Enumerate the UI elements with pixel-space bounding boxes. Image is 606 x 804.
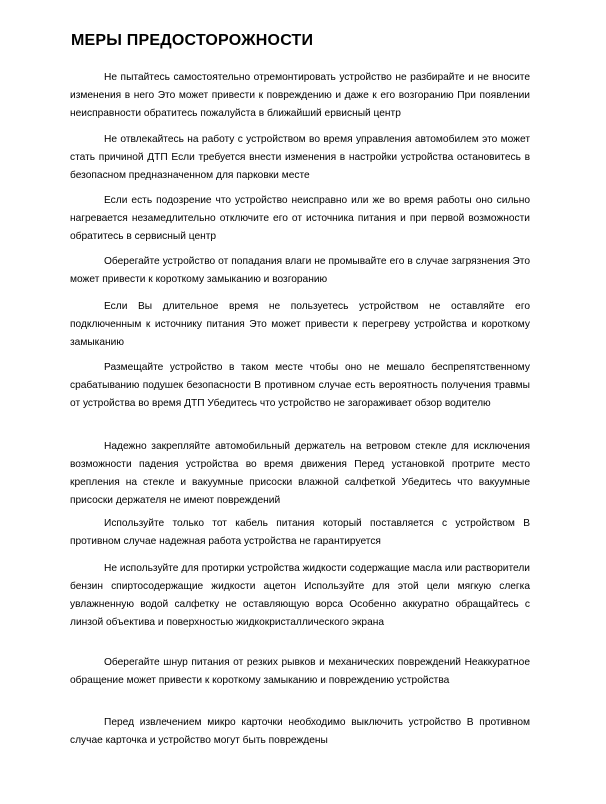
paragraph-no-distraction-driving: Не отвлекайтесь на работу с устройством во время управления автомобилем это может стать причиной ДТП Если требуется внести изменения в настройки устройства остановитесь в безопасном предназначенном для парковки месте bbox=[70, 134, 530, 181]
paragraph-no-self-repair: Не пытайтесь самостоятельно отремонтировать устройство не разбирайте и не вносите изменения в него Это может привести к повреждению и даже к его возгоранию При появлении неисправности обратитесь пожалуйста в ближайший ервисный центр bbox=[70, 72, 530, 119]
paragraph-memory-card: Перед извлечением микро карточки необходимо выключить устройство В противном случае карточка и устройство могут быть повреждены bbox=[70, 717, 530, 746]
paragraph-placement-airbags: Размещайте устройство в таком месте чтобы оно не мешало беспрепятственному срабатыванию подушек безопасности В противном случае есть вероятность получения травмы от устройства во время ДТП Убедитесь что устройство не загораживает обзор водителю bbox=[70, 362, 530, 409]
page-title: МЕРЫ ПРЕДОСТОРОЖНОСТИ bbox=[71, 32, 314, 49]
paragraph-moisture: Оберегайте устройство от попадания влаги не промывайте его в случае загрязнения Это может привести к короткому замыканию и возгоранию bbox=[70, 256, 530, 285]
paragraph-mount-holder: Надежно закрепляйте автомобильный держатель на ветровом стекле для исключения возможности падения устройства во время движения Перед установкой протрите место крепления на стекле и вакуумные присоски влажной салфеткой Убедитесь что вакуумные присоски держателя не имеют повреждений bbox=[70, 441, 530, 506]
paragraph-power-cord: Оберегайте шнур питания от резких рывков и механических повреждений Неаккуратное обращение может привести к короткому замыканию и повреждению устройства bbox=[70, 657, 530, 686]
paragraph-power-cable: Используйте только тот кабель питания который поставляется с устройством В противном случае надежная работа устройства не гарантируется bbox=[70, 518, 530, 547]
paragraph-disconnect-power: Если Вы длительное время не пользуетесь устройством не оставляйте его подключенным к источнику питания Это может привести к перегреву устройства и короткому замыканию bbox=[70, 301, 530, 348]
paragraph-overheating: Если есть подозрение что устройство неисправно или же во время работы оно сильно нагревается незамедлительно отключите его от источника питания и при первой возможности обратитесь в сервисный центр bbox=[70, 195, 530, 242]
paragraph-cleaning: Не используйте для протирки устройства жидкости содержащие масла или растворители бензин спиртосодержащие жидкости ацетон Используйте для этой цели мягкую слегка увлажненную водой салфетку не оставляющую ворса Особенно аккуратно обращайтесь с линзой объектива и поверхностью жидкокристаллического экрана bbox=[70, 563, 530, 628]
